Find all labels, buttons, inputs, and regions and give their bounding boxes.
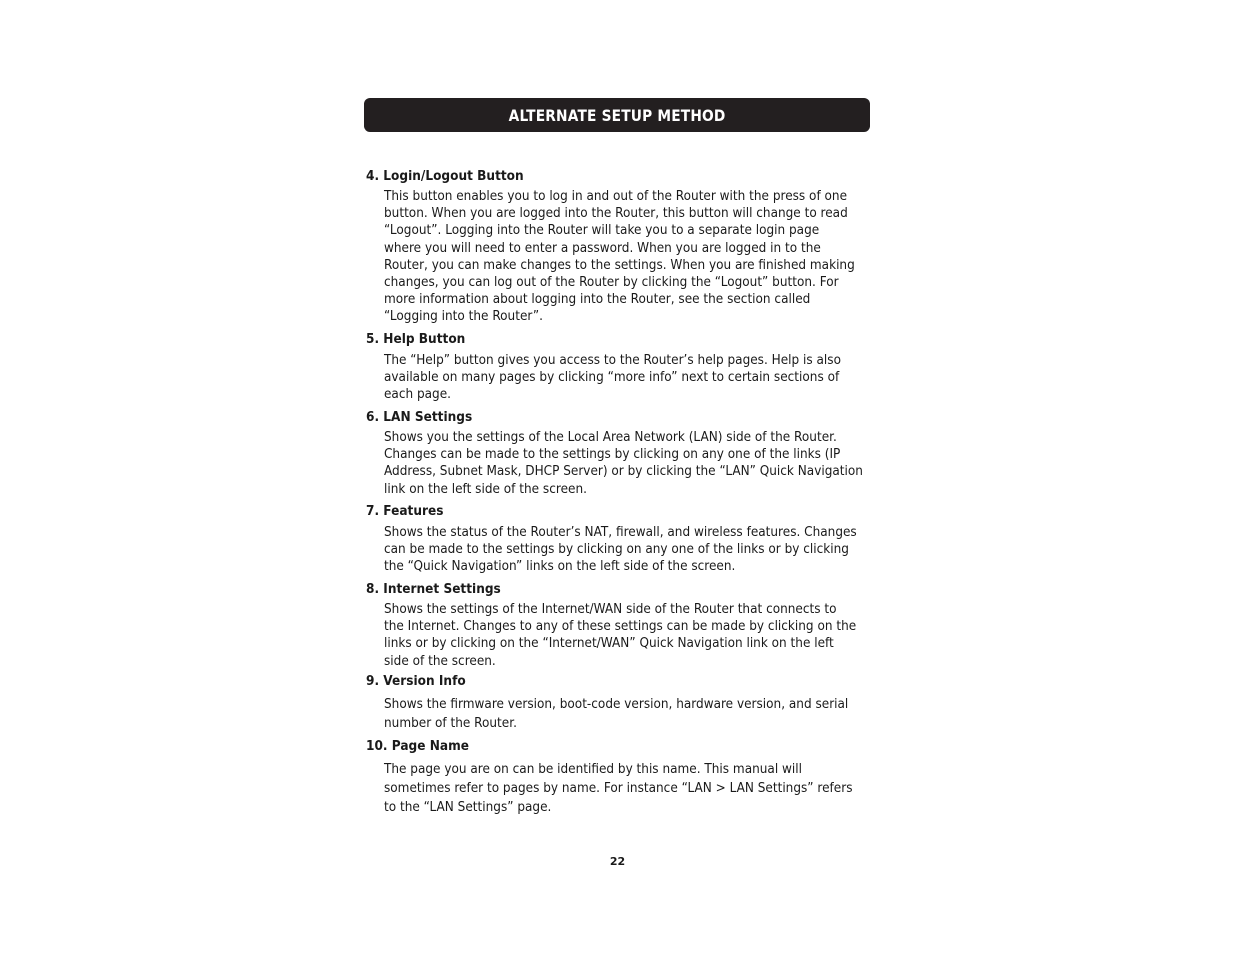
section-title-internet-settings: 8. Internet Settings (366, 581, 501, 597)
section-title-page-name: 10. Page Name (366, 738, 469, 754)
section-title-features: 7. Features (366, 503, 444, 519)
page-number: 22 (609, 855, 626, 868)
section-body-version-info: Shows the firmware version, boot-code version, hardware version, and serial number of the Router. (384, 696, 849, 731)
section-title-lan-settings: 6. LAN Settings (366, 409, 473, 425)
section-body-help: The “Help” button gives you access to the Router’s help pages. Help is also available on many pages by clicking “more info” next to certain sections of each page. (384, 352, 841, 403)
section-body-features: Shows the status of the Router’s NAT, firewall, and wireless features. Changes can be made to the settings by clicking on any one of the links or by clicking the “Quick Navigation” links on the left side of the screen. (384, 524, 857, 575)
section-header-title: ALTERNATE SETUP METHOD (508, 105, 726, 125)
section-header-bar (364, 98, 870, 132)
section-title-help: 5. Help Button (366, 331, 466, 347)
section-title-login-logout: 4. Login/Logout Button (366, 168, 524, 184)
section-body-internet-settings: Shows the settings of the Internet/WAN side of the Router that connects to the Internet. Changes to any of these settings can be made by clicking on the links or by clicking on the “Internet/WAN” Quick Navigation link on the left side of the screen. (384, 601, 857, 669)
section-body-login-logout: This button enables you to log in and out of the Router with the press of one button. When you are logged into the Router, this button will change to read “Logout”. Logging into the Router will take you to a separate login page where you will need to enter a password. When you are logged in to the Router, you can make changes to the settings. When you are finished making changes, you can log out of the Router by clicking the “Logout” button. For more information about logging into the Router, see the section called “Logging into the Router”. (384, 188, 855, 325)
section-body-lan-settings: Shows you the settings of the Local Area Network (LAN) side of the Router. Changes can be made to the settings by clicking on any one of the links (IP Address, Subnet Mask, DHCP Server) or by clicking the “LAN” Quick Navigation link on the left side of the screen. (384, 429, 863, 497)
section-title-version-info: 9. Version Info (366, 673, 466, 689)
section-body-page-name: The page you are on can be identified by this name. This manual will sometimes refer to pages by name. For instance “LAN > LAN Settings” refers to the “LAN Settings” page. (384, 761, 853, 815)
